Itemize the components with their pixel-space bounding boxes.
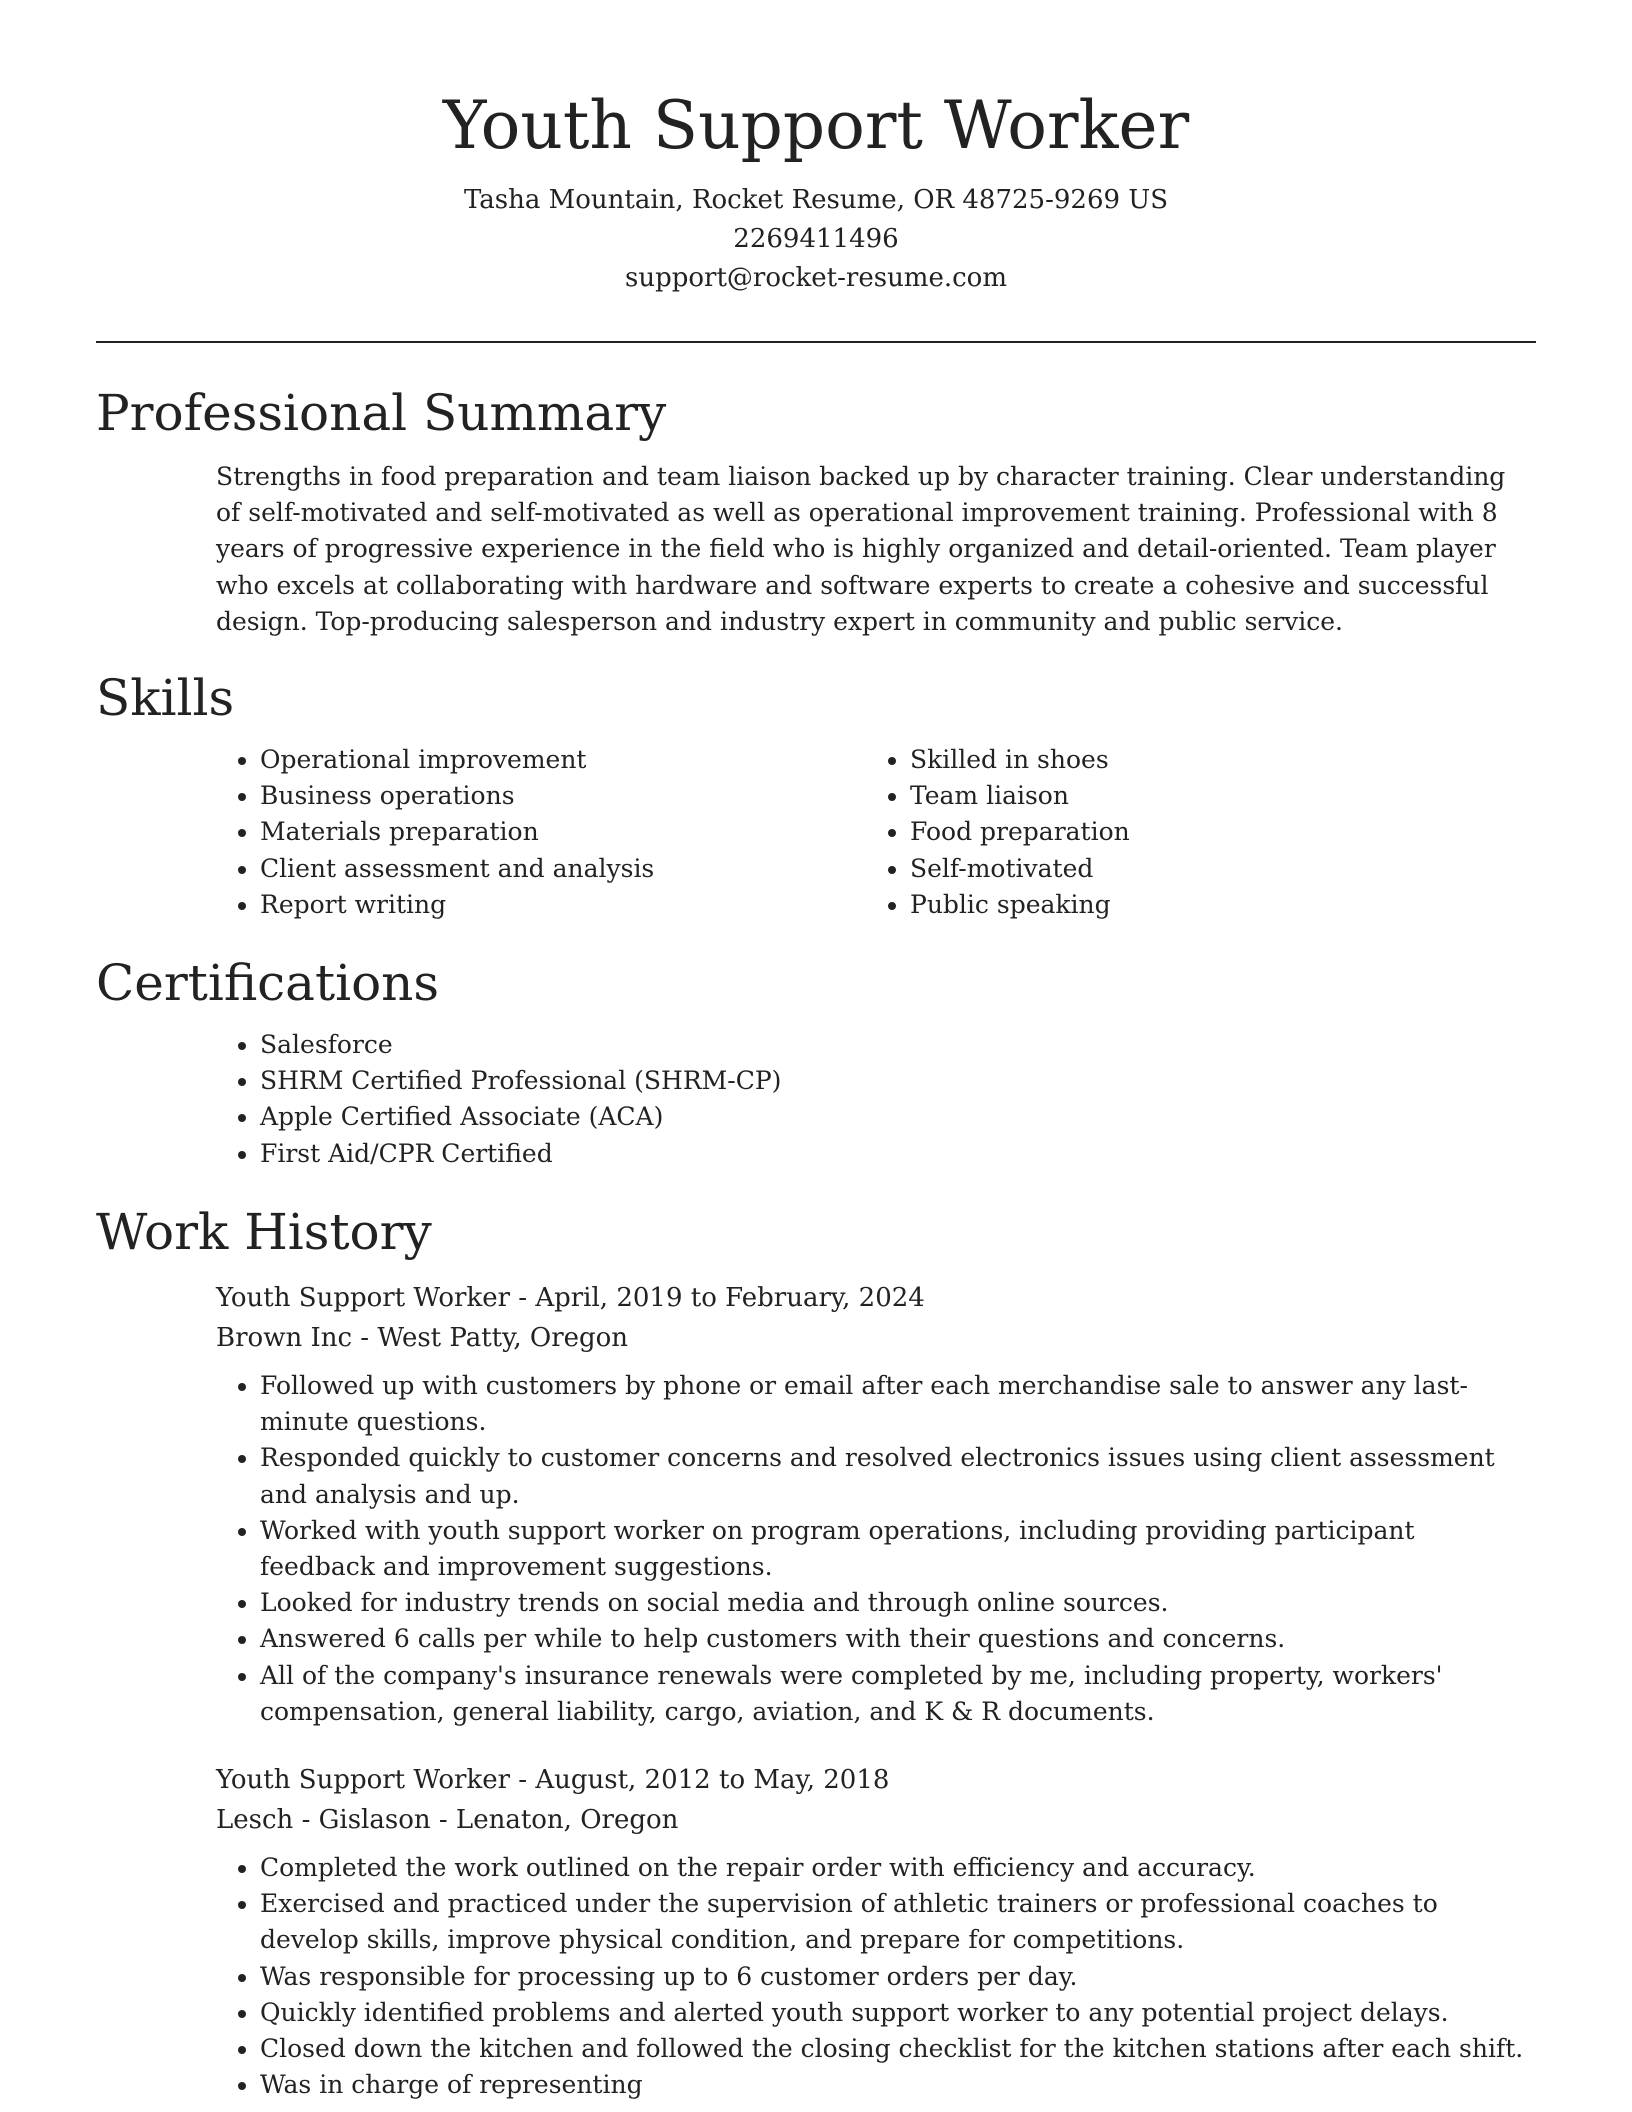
- skills-grid: [216, 742, 1536, 923]
- job-bullet: • Was in charge of representing: [260, 2067, 1536, 2103]
- skill-item: • Skilled in shoes: [910, 742, 1516, 778]
- summary-section: [96, 383, 1536, 640]
- job-bullet: • Followed up with customers by phone or email after each merchandise sale to answer any last-minute questions.: [260, 1368, 1536, 1440]
- skill-item: • Public speaking: [910, 887, 1516, 923]
- skill-item: • Report writing: [260, 887, 866, 923]
- skill-item: • Team liaison: [910, 778, 1516, 814]
- work-history-section: [96, 1202, 1536, 2103]
- job-bullet: • Completed the work outlined on the repair order with efficiency and accuracy.: [260, 1850, 1536, 1886]
- skill-item: • Materials preparation: [260, 814, 866, 850]
- job-bullet: • Closed down the kitchen and followed the closing checklist for the kitchen stations after each shift.: [260, 2031, 1536, 2067]
- skills-column-left: [216, 742, 866, 923]
- job-bullet: • Responded quickly to customer concerns and resolved electronics issues using client assessment and analysis and up.: [260, 1440, 1536, 1512]
- work-history-heading: Work History: [96, 1203, 432, 1261]
- job-bullet: • Looked for industry trends on social media and through online sources.: [260, 1585, 1536, 1621]
- job-bullet: • Answered 6 calls per while to help customers with their questions and concerns.: [260, 1621, 1536, 1657]
- job-dates: - August, 2012 to May, 2018: [510, 1765, 890, 1796]
- contact-address: Tasha Mountain, Rocket Resume, OR 48725-9269 US: [463, 185, 1169, 215]
- contact-phone: 2269411496: [733, 224, 899, 254]
- certification-item: • First Aid/CPR Certified: [260, 1136, 1536, 1172]
- job-dates: - April, 2019 to February, 2024: [510, 1283, 925, 1313]
- resume-header: [0, 0, 1632, 298]
- skills-heading: Skills: [96, 669, 235, 727]
- job-location: - Lenaton, Oregon: [430, 1805, 679, 1836]
- job-bullet: • All of the company's insurance renewals were completed by me, including property, workers' compensation, general liability, cargo, aviation, and K & R documents.: [260, 1658, 1536, 1730]
- job-entry: [216, 1278, 1536, 1730]
- job-title-line: [216, 1760, 1536, 1800]
- skill-item: • Food preparation: [910, 814, 1516, 850]
- job-title: Youth Support Worker: [216, 1765, 511, 1796]
- header-divider: [96, 341, 1536, 343]
- skill-item: • Operational improvement: [260, 742, 866, 778]
- skill-item: • Client assessment and analysis: [260, 851, 866, 887]
- summary-body: [216, 459, 1536, 640]
- job-title-line: [216, 1278, 1536, 1318]
- job-company: Brown Inc: [216, 1323, 353, 1353]
- summary-heading: Professional Summary: [96, 384, 667, 442]
- certifications-heading: Certifications: [96, 954, 440, 1012]
- job-bullet: • Worked with youth support worker on program operations, including providing participant feedback and improvement suggestions.: [260, 1513, 1536, 1585]
- certification-item: • Apple Certified Associate (ACA): [260, 1099, 1536, 1135]
- skill-item: • Self-motivated: [910, 851, 1516, 887]
- job-company-line: [216, 1800, 1536, 1840]
- certifications-body: [216, 1027, 1536, 1172]
- resume-title: Youth Support Worker: [442, 87, 1190, 164]
- job-company-line: [216, 1318, 1536, 1358]
- skills-section: [96, 668, 1536, 923]
- certification-item: • Salesforce: [260, 1027, 1536, 1063]
- summary-text: Strengths in food preparation and team liaison backed up by character training. Clear understanding of self-motivated and self-motivated as well as operational improvement training. Professional with 8 years of progressive experience in the field who is highly organized and detail-oriented. Team player who excels at collaborating with hardware and software experts to create a cohesive and successful design. Top-producing salesperson and industry expert in community and public service.: [216, 462, 1506, 636]
- job-bullet: • Exercised and practiced under the supervision of athletic trainers or professional coaches to develop skills, improve physical condition, and prepare for competitions.: [260, 1886, 1536, 1958]
- certifications-section: [96, 953, 1536, 1172]
- job-company: Lesch - Gislason: [216, 1805, 431, 1836]
- job-location: - West Patty, Oregon: [352, 1323, 629, 1353]
- skills-column-right: [866, 742, 1516, 923]
- job-title: Youth Support Worker: [216, 1283, 511, 1313]
- skill-item: • Business operations: [260, 778, 866, 814]
- certification-item: • SHRM Certified Professional (SHRM-CP): [260, 1063, 1536, 1099]
- job-bullet: • Was responsible for processing up to 6 customer orders per day.: [260, 1959, 1536, 1995]
- contact-email: support@rocket-resume.com: [624, 263, 1007, 293]
- job-entry: [216, 1760, 1536, 2103]
- job-bullet: • Quickly identified problems and alerted youth support worker to any potential project delays.: [260, 1995, 1536, 2031]
